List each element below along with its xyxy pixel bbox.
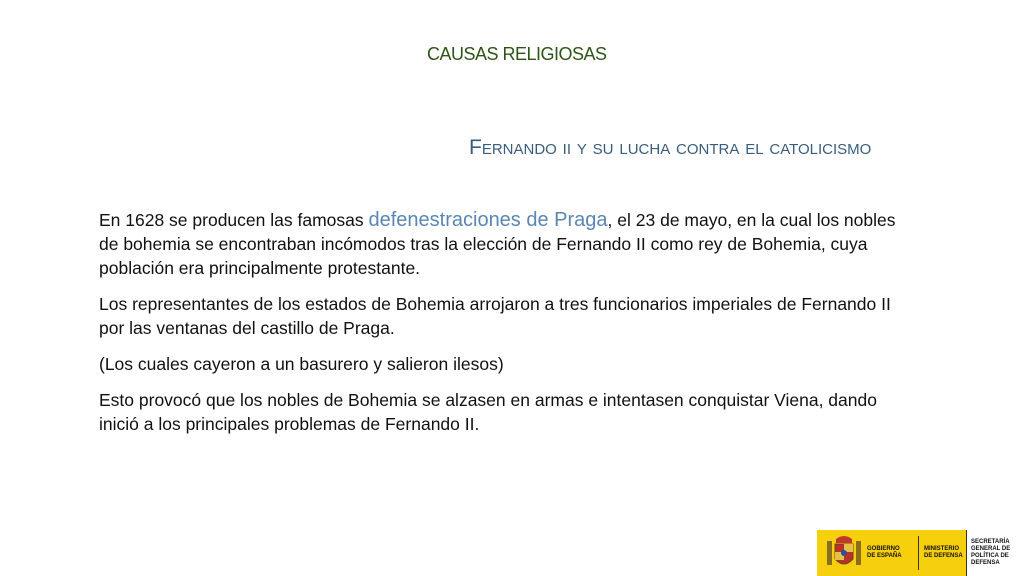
coat-of-arms-icon <box>825 533 863 573</box>
paragraph-4: Esto provocó que los nobles de Bohemia se alzasen en armas e intentasen conquistar Viena, dando inició a los principales problemas de Fernando II. <box>99 390 877 434</box>
paragraph-2: Los representantes de los estados de Bohemia arrojaron a tres funcionarios imperiales de Fernando II por las ventanas del castillo de Praga. <box>99 294 891 338</box>
ministerio-label <box>922 546 966 560</box>
paragraph-1-end: , el 23 de mayo, en la cual los nobles de bohemia se encontraban incómodos tras la elección de Fernando II como rey de Bohemia, cuya población era principalmente protestante. <box>99 210 896 278</box>
secretaria-line1: SECRETARÍA GENERAL DE <box>971 539 1011 552</box>
paragraph-1-start: En 1628 se producen las famosas <box>99 210 369 230</box>
gobierno-line2: DE ESPAÑA <box>867 553 902 559</box>
ministerio-line2: DE DEFENSA <box>924 553 963 559</box>
secretaria-box <box>966 530 1020 576</box>
secretaria-label <box>967 539 1020 567</box>
slide-title: CAUSAS RELIGIOSAS <box>427 44 607 64</box>
paragraph-1 <box>99 208 919 280</box>
ministerio-line1: MINISTERIO <box>924 546 960 552</box>
gobierno-line1: GOBIERNO <box>867 546 900 552</box>
defenestraciones-link: defenestraciones de Praga <box>368 209 608 231</box>
logo-divider <box>918 536 919 570</box>
slide-subtitle: Fernando ii y su lucha contra el catolicismo <box>469 136 872 159</box>
slide-body <box>99 208 919 448</box>
paragraph-3: (Los cuales cayeron a un basurero y salieron ilesos) <box>99 354 504 374</box>
gobierno-label <box>863 546 915 560</box>
government-logo <box>817 530 1020 576</box>
secretaria-line2: POLÍTICA DE DEFENSA <box>971 553 1009 566</box>
